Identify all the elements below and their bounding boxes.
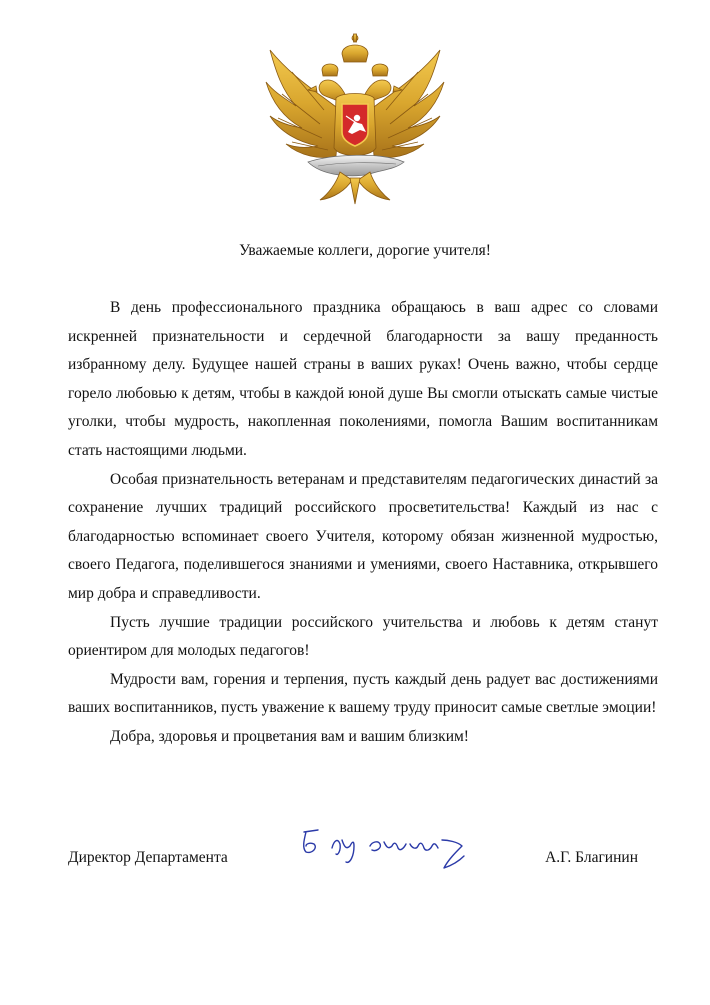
crowns	[322, 34, 388, 76]
letter-paragraph: Добра, здоровья и процветания вам и вашим близким!	[110, 727, 469, 745]
signer-name: А.Г. Благинин	[545, 849, 638, 866]
letter-paragraph: Пусть лучшие традиции российского учительства и любовь к детям станут ориентиром для молодых педагогов!	[68, 613, 658, 660]
signature-block	[68, 848, 638, 868]
letter-greeting: Уважаемые коллеги, дорогие учителя!	[239, 242, 491, 259]
double-headed-eagle-emblem-icon	[262, 32, 448, 206]
letter-paragraph: Мудрости вам, горения и терпения, пусть каждый день радует вас достижениями ваших воспитанников, пусть уважение к вашему труду приносит самые светлые эмоции!	[68, 670, 658, 717]
tail-feathers	[320, 172, 390, 204]
scroll-icon	[308, 155, 404, 176]
signer-position: Директор Департамента	[68, 849, 228, 866]
shield-icon	[342, 104, 368, 146]
letter-body	[68, 294, 658, 752]
letter-paragraph: В день профессионального праздника обращаюсь в ваш адрес со словами искренней признательности и сердечной благодарности за вашу преданность избранному делу. Будущее нашей страны в ваших руках! Очень важно, чтобы сердце горело любовью к детям, чтобы в каждой юной душе Вы смогли отыскать самые чистые уголки, чтобы мудрость, накопленная поколениями, помогла Вашим воспитанникам стать настоящими людьми.	[68, 299, 658, 459]
letter-paragraph: Особая признательность ветеранам и представителям педагогических династий за сохранение лучших традиций российского просветительства! Каждый из нас с благодарностью вспоминает своего Учителя, которому обязан жизненной мудростью, своего Педагога, поделившегося знаниями и умениями, своего Наставника, открывшего мир добра и справедливости.	[68, 470, 658, 602]
